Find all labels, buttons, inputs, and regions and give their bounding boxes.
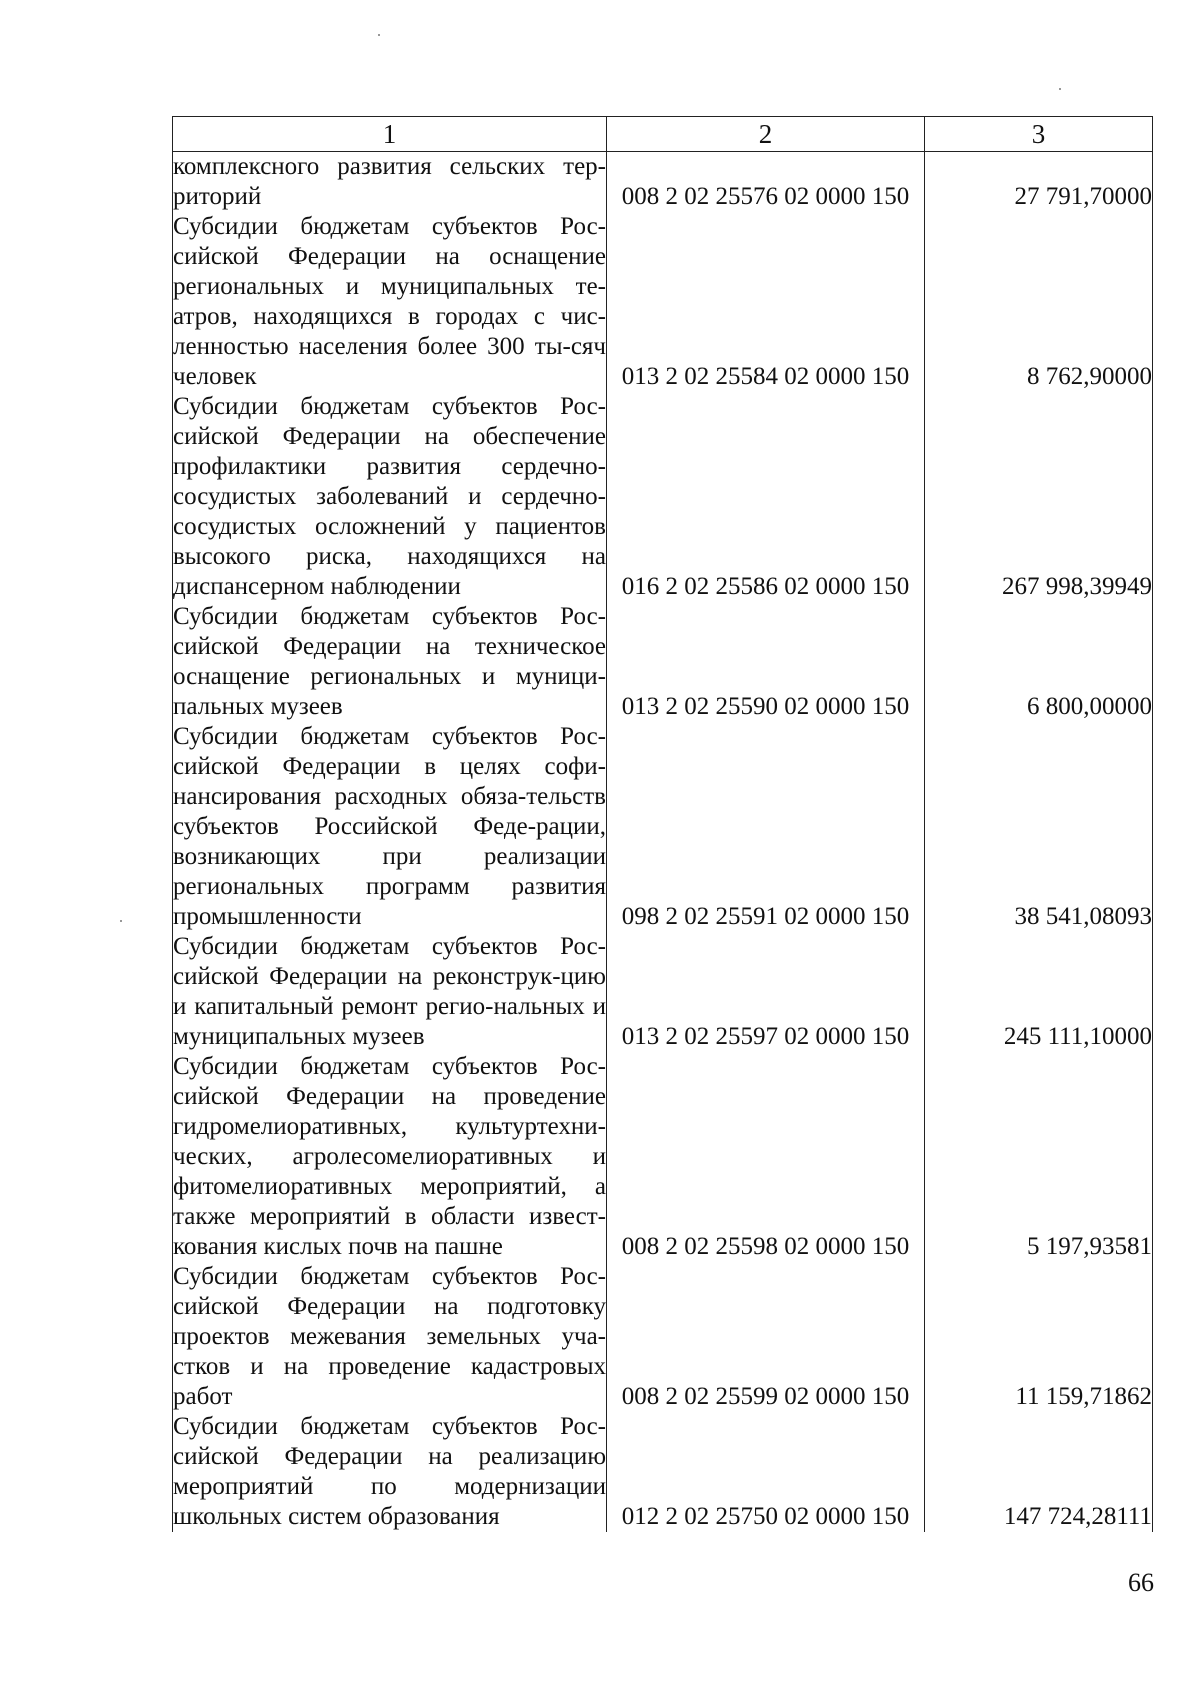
row-code: 008 2 02 25598 02 0000 150 <box>607 1052 925 1262</box>
row-code: 016 2 02 25586 02 0000 150 <box>607 392 925 602</box>
row-code: 013 2 02 25597 02 0000 150 <box>607 932 925 1052</box>
row-description: Субсидии бюджетам субъектов Рос-сийской Федерации в целях софи-нансирования расходных обяза-тельств субъектов Российской Феде-рации, возникающих при реализации региональных программ развития промышленности <box>173 723 606 930</box>
row-description: Субсидии бюджетам субъектов Рос-сийской Федерации на проведение гидромелиоративных, культуртехни-ческих, агролесомелиоративных и фитомелиоративных мероприятий, а также мероприятий в области извест-кования кислых почв на пашне <box>173 1053 606 1260</box>
table-row <box>173 932 1153 1052</box>
row-code: 008 2 02 25599 02 0000 150 <box>607 1262 925 1412</box>
table-row <box>173 392 1153 602</box>
row-description: Субсидии бюджетам субъектов Рос-сийской Федерации на оснащение региональных и муниципальных те-атров, находящихся в городах с чис-ленностью населения более 300 ты-сяч человек <box>173 213 606 390</box>
row-code: 012 2 02 25750 02 0000 150 <box>607 1412 925 1532</box>
row-description: Субсидии бюджетам субъектов Рос-сийской Федерации на подготовку проектов межевания земельных уча-стков и на проведение кадастровых работ <box>173 1263 606 1410</box>
table-row <box>173 212 1153 392</box>
table-row <box>173 722 1153 932</box>
row-code: 013 2 02 25590 02 0000 150 <box>607 602 925 722</box>
header-row <box>173 117 1153 152</box>
table-row <box>173 1052 1153 1262</box>
row-amount: 267 998,39949 <box>925 392 1153 602</box>
row-amount: 5 197,93581 <box>925 1052 1153 1262</box>
row-description: комплексного развития сельских тер- риторий <box>173 153 606 210</box>
row-amount: 27 791,70000 <box>925 152 1153 213</box>
scan-speck <box>120 920 122 922</box>
row-amount: 147 724,28111 <box>925 1412 1153 1532</box>
row-amount: 11 159,71862 <box>925 1262 1153 1412</box>
row-amount: 38 541,08093 <box>925 722 1153 932</box>
row-description: Субсидии бюджетам субъектов Рос-сийской Федерации на реализацию мероприятий по модернизации школьных систем образования <box>173 1413 606 1530</box>
row-description: Субсидии бюджетам субъектов Рос-сийской Федерации на реконструк-цию и капитальный ремонт регио-нальных и муниципальных музеев <box>173 933 606 1050</box>
scan-speck <box>378 34 380 36</box>
row-description: Субсидии бюджетам субъектов Рос-сийской Федерации на обеспечение профилактики развития сердечно-сосудистых заболеваний и сердечно-сосудистых осложнений у пациентов высокого риска, находящихся на диспансерном наблюдении <box>173 393 606 600</box>
row-amount: 8 762,90000 <box>925 212 1153 392</box>
table-row <box>173 152 1153 213</box>
row-code: 008 2 02 25576 02 0000 150 <box>607 152 925 213</box>
budget-table <box>172 116 1153 1532</box>
row-amount: 6 800,00000 <box>925 602 1153 722</box>
table-row <box>173 1262 1153 1412</box>
row-code: 013 2 02 25584 02 0000 150 <box>607 212 925 392</box>
page-number: 66 <box>1128 1568 1154 1597</box>
row-amount: 245 111,10000 <box>925 932 1153 1052</box>
column-header: 1 <box>173 117 607 152</box>
column-header: 2 <box>607 117 925 152</box>
table-row <box>173 1412 1153 1532</box>
column-header: 3 <box>925 117 1153 152</box>
row-description: Субсидии бюджетам субъектов Рос-сийской Федерации на техническое оснащение региональных и муници-пальных музеев <box>173 603 606 720</box>
row-code: 098 2 02 25591 02 0000 150 <box>607 722 925 932</box>
table-row <box>173 602 1153 722</box>
scan-speck <box>1059 88 1061 90</box>
